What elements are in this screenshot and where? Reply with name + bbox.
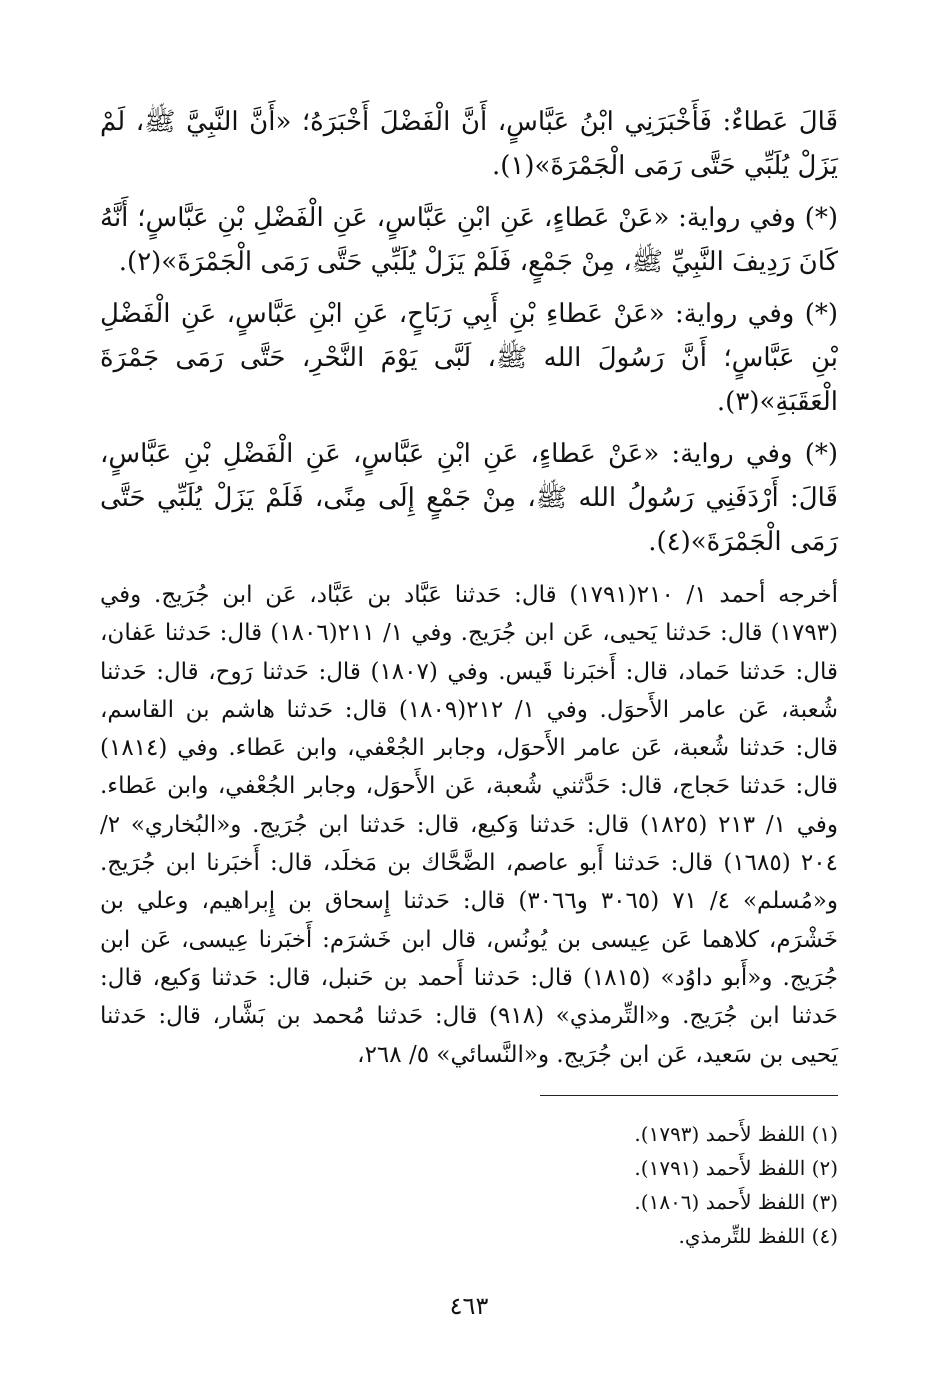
footnote-1: (١) اللفظ لأَحمد (١٧٩٣).: [634, 1122, 838, 1146]
variant-narration-3: (*) وفي رواية: «عَنْ عَطاءٍ، عَنِ ابْنِ عَبَّاسٍ، عَنِ الْفَضْلِ بْنِ عَبَّاسٍ، قَالَ: أَرْدَفَنِي رَسُولُ الله ﷺ، مِنْ جَمْعٍ إِلَى مِنًى، فَلَمْ يَزَلْ يُلَبِّي حَتَّى رَمَى الْجَمْرَةَ»(٤).: [100, 439, 838, 557]
main-text: [100, 100, 838, 1074]
footnote-2: (٢) اللفظ لأَحمد (١٧٩١).: [634, 1156, 838, 1180]
variant-narration-2: (*) وفي رواية: «عَنْ عَطاءِ بْنِ أَبِي رَبَاحٍ، عَنِ ابْنِ عَبَّاسٍ، عَنِ الْفَضْلِ بْنِ عَبَّاسٍ؛ أَنَّ رَسُولَ الله ﷺ، لَبَّى يَوْمَ النَّحْرِ، حَتَّى رَمَى جَمْرَةَ الْعَقَبَةِ»(٣).: [100, 299, 838, 417]
page-number: ٤٦٣: [449, 1292, 489, 1320]
variant-narration-1: (*) وفي رواية: «عَنْ عَطاءٍ، عَنِ ابْنِ عَبَّاسٍ، عَنِ الْفَضْلِ بْنِ عَبَّاسٍ؛ أَنَّهُ كَانَ رَدِيفَ النَّبِيِّ ﷺ، مِنْ جَمْعٍ، فَلَمْ يَزَلْ يُلَبِّي حَتَّى رَمَى الْجَمْرَةَ»(٢).: [100, 203, 838, 277]
footnotes: [100, 1117, 838, 1253]
footnote-separator: [540, 1095, 838, 1096]
takhrij-paragraph: أخرجه أحمد ١/ ٢١٠(١٧٩١) قال: حَدثنا عَبَّاد بن عَبَّاد، عَن ابن جُرَيج. وفي (١٧٩٣) قال: حَدثنا يَحيى، عَن ابن جُرَيج. وفي ١/ ٢١١(١٨٠٦) قال: حَدثنا عَفان، قال: حَدثنا حَماد، قال: أَخبَرنا قَيس. وفي (١٨٠٧) قال: حَدثنا رَوح، قال: حَدثنا شُعبة، عَن عامر الأَحوَل. وفي ١/ ٢١٢(١٨٠٩) قال: حَدثنا هاشم بن القاسم، قال: حَدثنا شُعبة، عَن عامر الأَحوَل، وجابر الجُعْفي، وابن عَطاء. وفي (١٨١٤) قال: حَدثنا حَجاج، قال: حَدَّثني شُعبة، عَن الأَحوَل، وجابر الجُعْفي، وابن عَطاء. وفي ١/ ٢١٣ (١٨٢٥) قال: حَدثنا وَكيع، قال: حَدثنا ابن جُرَيج. و«البُخاري» ٢/ ٢٠٤ (١٦٨٥) قال: حَدثنا أَبو عاصم، الضَّحَّاك بن مَخلَد، قال: أَخبَرنا ابن جُرَيج. و«مُسلم» ٤/ ٧١ (٣٠٦٥ و٣٠٦٦) قال: حَدثنا إِسحاق بن إِبراهيم، وعلي بن خَشْرَم، كلاهما عَن عِيسى بن يُونُس، قال ابن خَشرَم: أَخبَرنا عِيسى، عَن ابن جُرَيج. و«أَبو داوُد» (١٨١٥) قال: حَدثنا أَحمد بن حَنبل، قال: حَدثنا وَكيع، قال: حَدثنا ابن جُرَيج. و«التِّرمذي» (٩١٨) قال: حَدثنا مُحمد بن بَشَّار، قال: حَدثنا يَحيى بن سَعيد، عَن ابن جُرَيج. و«النَّسائي» ٥/ ٢٦٨،: [100, 582, 839, 1068]
hadith-paragraph: قَالَ عَطاءٌ: فَأَخْبَرَنِي ابْنُ عَبَّاسٍ، أَنَّ الْفَضْلَ أَخْبَرَهُ؛ «أَنَّ النَّبِيَّ ﷺ، لَمْ يَزَلْ يُلَبِّي حَتَّى رَمَى الْجَمْرَةَ»(١).: [100, 107, 838, 181]
footnote-3: (٣) اللفظ لأَحمد (١٨٠٦).: [634, 1190, 838, 1214]
footnote-4: (٤) اللفظ للتِّرمذي.: [678, 1224, 838, 1248]
